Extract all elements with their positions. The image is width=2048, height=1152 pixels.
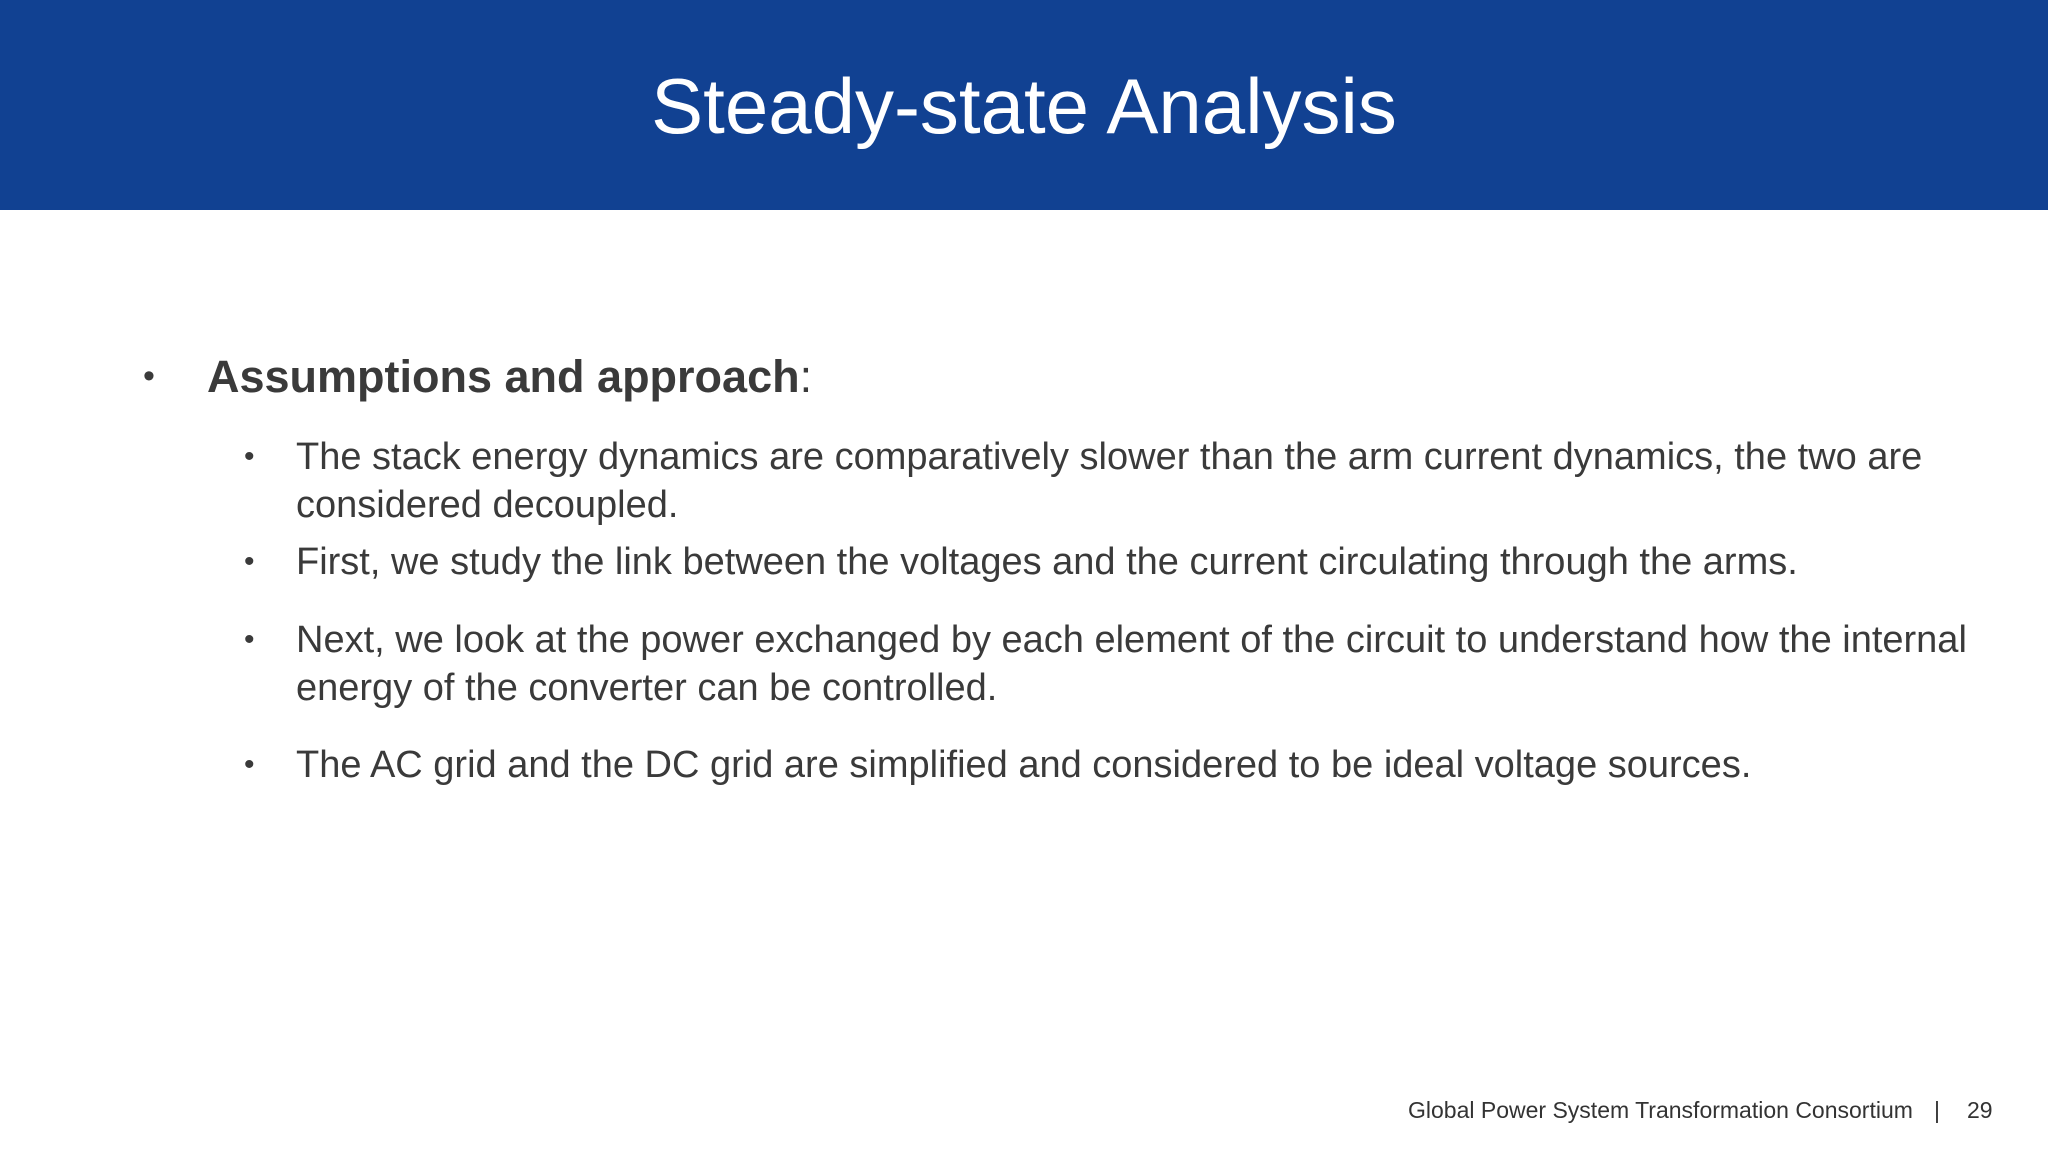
slide-title: Steady-state Analysis (651, 62, 1397, 150)
footer-separator: | (1934, 1097, 1940, 1123)
bullet-dot: • (244, 545, 255, 578)
sub-bullet-2: First, we study the link between the voltages and the current circulating through the arms. (296, 541, 1798, 583)
page-number: 29 (1967, 1097, 1993, 1123)
bullet-dot: • (244, 623, 255, 656)
bullet-dot: • (244, 748, 255, 781)
bullet-dot: • (143, 357, 155, 395)
main-bullet-suffix: : (799, 351, 813, 402)
main-bullet-label: Assumptions and approach (207, 351, 800, 402)
sub-bullet-4: The AC grid and the DC grid are simplified and considered to be ideal voltage sources. (296, 744, 1752, 786)
footer-organization: Global Power System Transformation Consortium (1408, 1097, 1913, 1123)
main-bullet (207, 351, 812, 403)
sub-bullet-1: The stack energy dynamics are comparatively slower than the arm current dynamics, the two are considered decoupled. (296, 436, 1923, 526)
sub-bullet-3: Next, we look at the power exchanged by each element of the circuit to understand how the internal energy of the converter can be controlled. (296, 619, 1967, 709)
bullet-dot: • (244, 440, 255, 473)
